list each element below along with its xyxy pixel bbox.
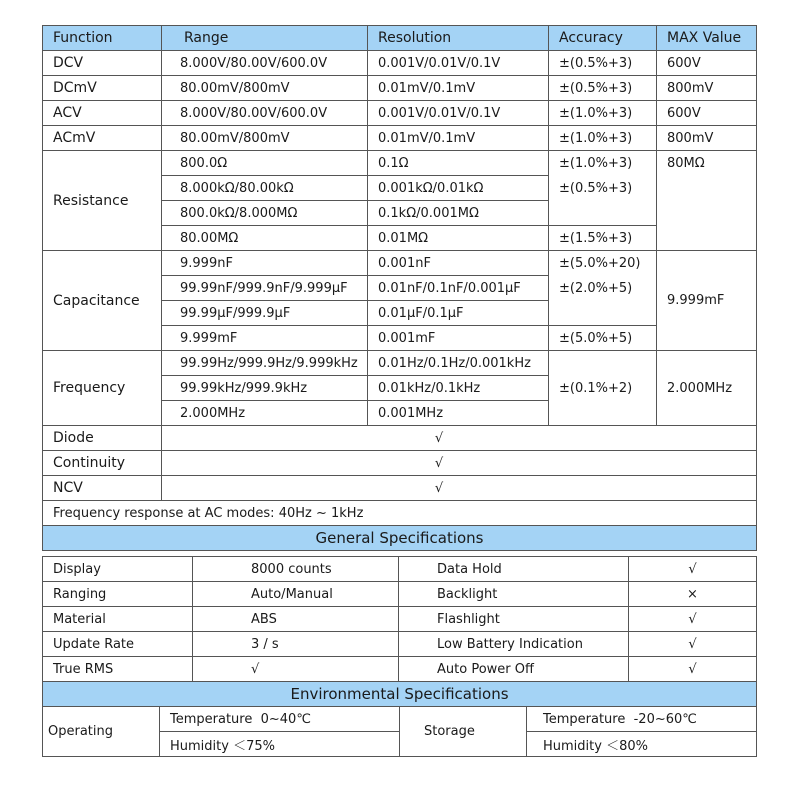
row-note [43, 501, 757, 526]
range-cell: 99.99nF/999.9nF/9.999μF [162, 276, 368, 301]
spec-key: Update Rate [43, 632, 193, 657]
range-cell: 80.00mV/800mV [162, 76, 368, 101]
spec-key: Material [43, 607, 193, 632]
storage-humidity: Humidity ＜80% [527, 732, 757, 757]
resolution-cell: 0.01μF/0.1μF [368, 301, 549, 326]
accuracy-cell: ±(0.5%+3) [549, 76, 657, 101]
range-cell: 8.000V/80.00V/600.0V [162, 51, 368, 76]
range-cell: 9.999mF [162, 326, 368, 351]
spec-value: 3 / s [193, 632, 399, 657]
resolution-cell: 0.001V/0.01V/0.1V [368, 101, 549, 126]
row-acmv [43, 126, 757, 151]
header-accuracy: Accuracy [549, 26, 657, 51]
supported-mark: √ [162, 451, 757, 476]
spec-key: Display [43, 557, 193, 582]
resolution-cell: 0.001MHz [368, 401, 549, 426]
accuracy-cell: ±(0.5%+3) [549, 176, 657, 226]
resolution-cell: 0.01nF/0.1nF/0.001μF [368, 276, 549, 301]
max-value-cell: 800mV [657, 126, 757, 151]
function-name: Resistance [43, 151, 162, 251]
frequency-response-note: Frequency response at AC modes: 40Hz ~ 1kHz [43, 501, 757, 526]
max-value-cell: 800mV [657, 76, 757, 101]
function-name: ACmV [43, 126, 162, 151]
header-function: Function [43, 26, 162, 51]
function-name: Continuity [43, 451, 162, 476]
function-name: DCV [43, 51, 162, 76]
accuracy-cell: ±(1.0%+3) [549, 151, 657, 176]
accuracy-cell: ±(5.0%+20) [549, 251, 657, 276]
function-name: ACV [43, 101, 162, 126]
spec-value: √ [629, 557, 757, 582]
max-value-cell: 9.999mF [657, 251, 757, 351]
header-max-value: MAX Value [657, 26, 757, 51]
resolution-cell: 0.01mV/0.1mV [368, 76, 549, 101]
resolution-cell: 0.001mF [368, 326, 549, 351]
supported-mark: √ [162, 426, 757, 451]
spec-key: True RMS [43, 657, 193, 682]
accuracy-cell: ±(0.5%+3) [549, 51, 657, 76]
resolution-cell: 0.001kΩ/0.01kΩ [368, 176, 549, 201]
spec-value: √ [629, 607, 757, 632]
row-frequency-1 [43, 351, 757, 376]
function-name: DCmV [43, 76, 162, 101]
accuracy-cell: ±(1.5%+3) [549, 226, 657, 251]
range-cell: 99.99μF/999.9μF [162, 301, 368, 326]
accuracy-cell: ±(2.0%+5) [549, 276, 657, 326]
environmental-spec-table [42, 706, 757, 757]
resolution-cell: 0.001V/0.01V/0.1V [368, 51, 549, 76]
function-name: Frequency [43, 351, 162, 426]
spec-value: Auto/Manual [193, 582, 399, 607]
accuracy-cell: ±(5.0%+5) [549, 326, 657, 351]
row-diode [43, 426, 757, 451]
environmental-row [43, 707, 757, 732]
range-cell: 800.0kΩ/8.000MΩ [162, 201, 368, 226]
header-row [43, 26, 757, 51]
operating-label: Operating [43, 707, 160, 757]
accuracy-cell: ±(1.0%+3) [549, 126, 657, 151]
spec-key: Low Battery Indication [399, 632, 629, 657]
row-dcv [43, 51, 757, 76]
range-cell: 800.0Ω [162, 151, 368, 176]
resolution-cell: 0.01kHz/0.1kHz [368, 376, 549, 401]
operating-temperature: Temperature 0~40℃ [160, 707, 400, 732]
spec-value: 8000 counts [193, 557, 399, 582]
storage-label: Storage [400, 707, 527, 757]
resolution-cell: 0.01mV/0.1mV [368, 126, 549, 151]
general-row [43, 607, 757, 632]
function-name: NCV [43, 476, 162, 501]
row-dcmv [43, 76, 757, 101]
general-spec-title-row [43, 526, 757, 551]
range-cell: 99.99kHz/999.9kHz [162, 376, 368, 401]
general-row [43, 582, 757, 607]
max-value-cell: 2.000MHz [657, 351, 757, 426]
general-row [43, 557, 757, 582]
general-row [43, 632, 757, 657]
accuracy-cell: ±(1.0%+3) [549, 101, 657, 126]
max-value-cell: 80MΩ [657, 151, 757, 251]
general-spec-table [42, 556, 757, 707]
accuracy-cell: ±(0.1%+2) [549, 351, 657, 426]
row-resistance-1 [43, 151, 757, 176]
spec-key: Backlight [399, 582, 629, 607]
spec-value: √ [629, 657, 757, 682]
spec-key: Data Hold [399, 557, 629, 582]
resolution-cell: 0.1kΩ/0.001MΩ [368, 201, 549, 226]
resolution-cell: 0.01Hz/0.1Hz/0.001kHz [368, 351, 549, 376]
row-capacitance-1 [43, 251, 757, 276]
range-cell: 99.99Hz/999.9Hz/9.999kHz [162, 351, 368, 376]
function-name: Diode [43, 426, 162, 451]
function-spec-table [42, 25, 757, 551]
environmental-spec-title: Environmental Specifications [43, 682, 757, 707]
row-ncv [43, 476, 757, 501]
header-resolution: Resolution [368, 26, 549, 51]
function-name: Capacitance [43, 251, 162, 351]
spec-value: √ [193, 657, 399, 682]
row-acv [43, 101, 757, 126]
spec-key: Auto Power Off [399, 657, 629, 682]
resolution-cell: 0.1Ω [368, 151, 549, 176]
max-value-cell: 600V [657, 101, 757, 126]
general-row [43, 657, 757, 682]
range-cell: 8.000kΩ/80.00kΩ [162, 176, 368, 201]
storage-temperature: Temperature -20~60℃ [527, 707, 757, 732]
header-range: Range [162, 26, 368, 51]
spec-key: Ranging [43, 582, 193, 607]
spec-key: Flashlight [399, 607, 629, 632]
range-cell: 8.000V/80.00V/600.0V [162, 101, 368, 126]
spec-value: √ [629, 632, 757, 657]
range-cell: 9.999nF [162, 251, 368, 276]
range-cell: 80.00MΩ [162, 226, 368, 251]
operating-humidity: Humidity ＜75% [160, 732, 400, 757]
resolution-cell: 0.001nF [368, 251, 549, 276]
range-cell: 2.000MHz [162, 401, 368, 426]
environmental-title-row [43, 682, 757, 707]
general-spec-title: General Specifications [43, 526, 757, 551]
row-continuity [43, 451, 757, 476]
resolution-cell: 0.01MΩ [368, 226, 549, 251]
range-cell: 80.00mV/800mV [162, 126, 368, 151]
max-value-cell: 600V [657, 51, 757, 76]
spec-value: × [629, 582, 757, 607]
supported-mark: √ [162, 476, 757, 501]
spec-value: ABS [193, 607, 399, 632]
